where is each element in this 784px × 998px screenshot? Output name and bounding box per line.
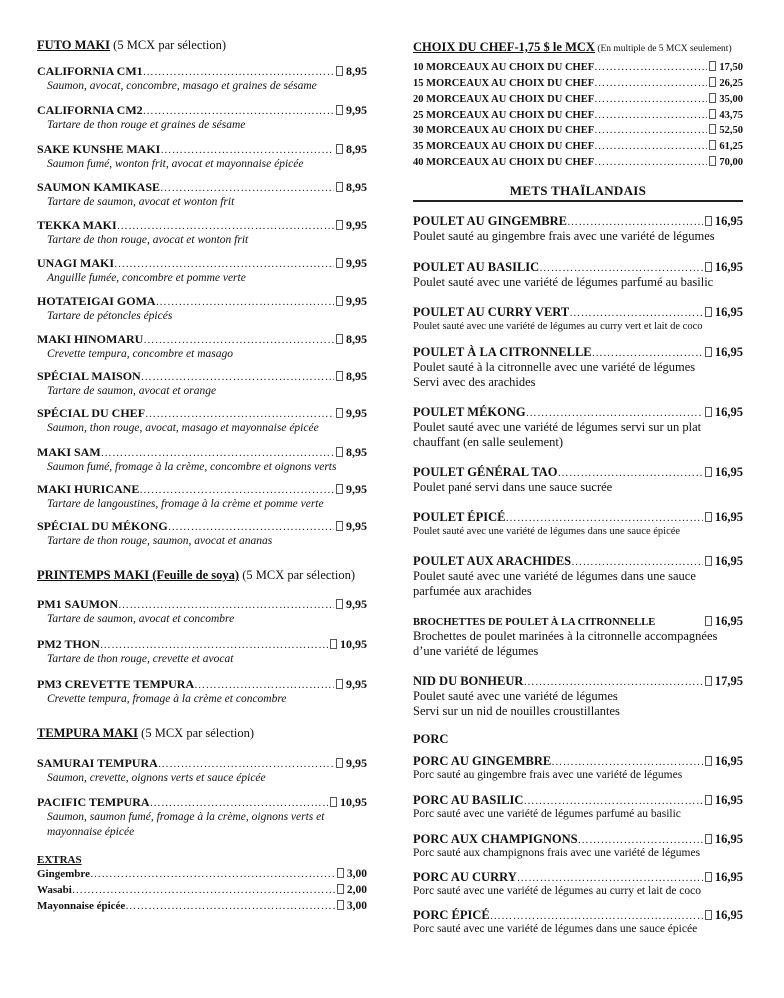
item-description: Tartare de thon rouge, saumon, avocat et ananas (47, 535, 273, 547)
item-price: 16,95 (714, 510, 743, 524)
chef-item (413, 77, 743, 89)
item-name: 30 MORCEAUX AU CHOIX DU CHEF (413, 125, 595, 136)
item-price: 8,95 (346, 142, 367, 156)
section-divider (413, 200, 743, 202)
futo-maki-heading (37, 38, 367, 53)
menu-item (413, 674, 743, 719)
item-price: 16,95 (714, 465, 743, 479)
item-price: 61,25 (719, 141, 743, 152)
item-name: 10 MORCEAUX AU CHOIX DU CHEF (413, 62, 595, 73)
item-name: Wasabi (37, 884, 72, 896)
item-description: Saumon, avocat, concombre, masago et graines de sésame (47, 80, 317, 92)
item-name: SPÉCIAL DU MÉKONG (37, 519, 168, 533)
chef-item (413, 61, 743, 73)
chef-item (413, 109, 743, 121)
item-price: 35,00 (719, 94, 743, 105)
item-name: 40 MORCEAUX AU CHOIX DU CHEF (413, 157, 595, 168)
item-price: 52,50 (719, 125, 743, 136)
item-price: 9,95 (346, 256, 367, 270)
menu-item (37, 103, 367, 133)
item-description: Anguille fumée, concombre et pomme verte (47, 272, 246, 284)
menu-item (413, 832, 743, 860)
item-description: Porc sauté avec une variété de légumes dans une sauce épicée (413, 923, 698, 935)
item-description-2: chauffant (en salle seulement) (413, 435, 564, 449)
item-price: 2,00 (346, 884, 367, 896)
chef-item (413, 140, 743, 152)
menu-item (413, 214, 743, 244)
item-description: Poulet sauté avec une variété de légumes dans une sauce épicée (413, 526, 681, 537)
item-price: 16,95 (714, 214, 743, 228)
item-name: CALIFORNIA CM2 (37, 103, 143, 117)
item-price: 9,95 (346, 756, 367, 770)
item-description: Poulet sauté avec une variété de légumes parfumé au basilic (413, 275, 714, 289)
item-price: 9,95 (346, 218, 367, 232)
menu-item (413, 405, 743, 450)
menu-item (37, 795, 367, 840)
extra-item (37, 884, 367, 896)
item-name: PORC AU GINGEMBRE (413, 754, 552, 768)
menu-item (37, 637, 367, 667)
item-name: 20 MORCEAUX AU CHOIX DU CHEF (413, 94, 595, 105)
item-name: PM3 CREVETTE TEMPURA (37, 677, 195, 691)
section-note: (5 MCX par sélection) (239, 568, 356, 582)
item-price: 9,95 (346, 294, 367, 308)
item-price: 26,25 (719, 78, 743, 89)
chef-choice-heading (413, 40, 743, 55)
item-name: POULET GÉNÉRAL TAO (413, 465, 558, 479)
item-description: Porc sauté au gingembre frais avec une variété de légumes (413, 769, 683, 781)
item-name: SPÉCIAL MAISON (37, 369, 141, 383)
item-name: 35 MORCEAUX AU CHOIX DU CHEF (413, 141, 595, 152)
item-name: PACIFIC TEMPURA (37, 795, 150, 809)
menu-item (37, 294, 367, 324)
item-name: SAKE KUNSHE MAKI (37, 142, 161, 156)
item-description: Poulet sauté avec une variété de légumes (413, 689, 618, 703)
menu-item (37, 756, 367, 786)
menu-item (37, 482, 367, 512)
item-name: UNAGI MAKI (37, 256, 114, 270)
menu-item (413, 305, 743, 333)
menu-item (413, 754, 743, 782)
item-description: Brochettes de poulet marinées à la citronnelle accompagnées (413, 629, 718, 643)
item-name: POULET AU CURRY VERT (413, 305, 570, 319)
item-description: Tartare de thon rouge et graines de sésame (47, 119, 246, 131)
item-price: 8,95 (346, 180, 367, 194)
extra-item (37, 900, 367, 912)
item-description-2: Servi sur un nid de nouilles croustillantes (413, 704, 620, 718)
item-name: NID DU BONHEUR (413, 674, 524, 688)
item-price: 17,50 (719, 62, 743, 73)
item-description: Saumon fumé, fromage à la crème, concombre et oignons verts (47, 461, 337, 473)
menu-item (37, 445, 367, 475)
section-title: CHOIX DU CHEF-1,75 $ le MCX (413, 40, 595, 54)
item-name: POULET À LA CITRONNELLE (413, 345, 592, 359)
menu-item (413, 510, 743, 538)
item-price: 9,95 (346, 597, 367, 611)
menu-item (37, 519, 367, 549)
item-price: 3,00 (346, 868, 367, 880)
item-name: POULET AU BASILIC (413, 260, 540, 274)
item-description: Saumon, saumon fumé, fromage à la crème, oignons verts et mayonnaise épicée (47, 811, 325, 838)
item-price: 8,95 (346, 64, 367, 78)
item-price: 16,95 (714, 405, 743, 419)
item-description: Saumon, crevette, oignons verts et sauce épicée (47, 772, 266, 784)
item-description-2: parfumée aux arachides (413, 584, 532, 598)
menu-item (37, 332, 367, 362)
item-price: 8,95 (346, 332, 367, 346)
item-description: Poulet sauté avec une variété de légumes servi sur un plat (413, 420, 702, 434)
item-description: Poulet pané servi dans une sauce sucrée (413, 480, 613, 494)
chef-item (413, 124, 743, 136)
chef-item (413, 93, 743, 105)
item-name: SAUMON KAMIKASE (37, 180, 161, 194)
item-price: 16,95 (714, 614, 743, 628)
item-price: 16,95 (714, 554, 743, 568)
item-name: HOTATEIGAI GOMA (37, 294, 156, 308)
item-description: Poulet sauté à la citronnelle avec une variété de légumes (413, 360, 696, 374)
menu-item (413, 908, 743, 936)
item-name: PORC AU BASILIC (413, 793, 524, 807)
item-description-2: Servi avec des arachides (413, 375, 536, 389)
section-note: (5 MCX par sélection) (138, 726, 254, 740)
section-title: FUTO MAKI (37, 38, 111, 52)
menu-item (413, 465, 743, 495)
item-price: 9,95 (346, 519, 367, 533)
item-name: MAKI HURICANE (37, 482, 140, 496)
item-name: MAKI SAM (37, 445, 101, 459)
item-price: 16,95 (714, 870, 743, 884)
menu-item (37, 142, 367, 172)
item-description: Poulet sauté avec une variété de légumes au curry vert et lait de coco (413, 321, 703, 332)
menu-item (37, 369, 367, 399)
menu-item (413, 554, 743, 599)
item-price: 70,00 (719, 157, 743, 168)
item-price: 10,95 (340, 795, 367, 809)
item-price: 9,95 (346, 677, 367, 691)
item-description: Poulet sauté au gingembre frais avec une variété de légumes (413, 229, 715, 243)
item-description: Tartare de saumon, avocat et orange (47, 385, 217, 397)
item-description: Tartare de thon rouge, crevette et avocat (47, 653, 234, 665)
menu-item (413, 614, 743, 659)
item-description: Tartare de thon rouge, avocat et wonton frit (47, 234, 249, 246)
item-price: 17,95 (714, 674, 743, 688)
item-price: 9,95 (346, 103, 367, 117)
item-price: 16,95 (714, 305, 743, 319)
section-note: (En multiple de 5 MCX seulement) (594, 44, 732, 54)
item-name: 15 MORCEAUX AU CHOIX DU CHEF (413, 78, 595, 89)
item-name: BROCHETTES DE POULET À LA CITRONNELLE (413, 617, 656, 628)
item-description: Tartare de pétoncles épicés (47, 310, 173, 322)
item-price: 16,95 (714, 754, 743, 768)
extras-heading: EXTRAS (37, 854, 82, 866)
item-price: 16,95 (714, 832, 743, 846)
item-name: TEKKA MAKI (37, 218, 117, 232)
item-name: SPÉCIAL DU CHEF (37, 406, 146, 420)
item-description: Saumon, thon rouge, avocat, masago et mayonnaise épicée (47, 422, 319, 434)
item-name: POULET AU GINGEMBRE (413, 214, 567, 228)
item-name: Gingembre (37, 868, 90, 880)
menu-item (413, 260, 743, 290)
item-name: Mayonnaise épicée (37, 900, 126, 912)
item-name: POULET ÉPICÉ (413, 510, 506, 524)
tempura-maki-heading (37, 726, 367, 741)
chef-item (413, 156, 743, 168)
item-price: 16,95 (714, 345, 743, 359)
item-name: MAKI HINOMARU (37, 332, 144, 346)
section-note: (5 MCX par sélection) (110, 38, 226, 52)
menu-item (413, 345, 743, 390)
item-name: PM1 SAUMON (37, 597, 118, 611)
item-description: Porc sauté aux champignons frais avec une variété de légumes (413, 847, 701, 859)
item-price: 10,95 (340, 637, 367, 651)
item-description: Porc sauté avec une variété de légumes parfumé au basilic (413, 808, 681, 820)
item-price: 3,00 (346, 900, 367, 912)
item-description: Tartare de saumon, avocat et wonton frit (47, 196, 235, 208)
menu-item (37, 64, 367, 94)
item-price: 8,95 (346, 445, 367, 459)
item-name: PORC AU CURRY (413, 870, 517, 884)
extra-item (37, 868, 367, 880)
item-price: 16,95 (714, 908, 743, 922)
menu-item (37, 180, 367, 210)
menu-item (37, 406, 367, 436)
printemps-maki-heading (37, 568, 367, 583)
item-price: 16,95 (714, 793, 743, 807)
item-description: Tartare de langoustines, fromage à la crème et pomme verte (47, 498, 324, 510)
item-name: PM2 THON (37, 637, 100, 651)
item-description: Saumon fumé, wonton frit, avocat et mayonnaise épicée (47, 158, 304, 170)
item-price: 9,95 (346, 406, 367, 420)
menu-item (413, 793, 743, 821)
item-description: Poulet sauté avec une variété de légumes dans une sauce (413, 569, 696, 583)
section-title: TEMPURA MAKI (37, 726, 139, 740)
menu-item (37, 677, 367, 707)
thai-dishes-heading: METS THAÏLANDAIS (509, 183, 647, 198)
menu-item (37, 256, 367, 286)
item-price: 9,95 (346, 482, 367, 496)
item-description-2: d’une variété de légumes (413, 644, 539, 658)
item-name: PORC ÉPICÉ (413, 908, 490, 922)
item-price: 43,75 (719, 110, 743, 121)
item-description: Tartare de saumon, avocat et concombre (47, 613, 235, 625)
menu-item (37, 597, 367, 627)
item-description: Crevette tempura, fromage à la crème et concombre (47, 693, 287, 705)
item-name: POULET AUX ARACHIDES (413, 554, 572, 568)
menu-item (37, 218, 367, 248)
item-name: 25 MORCEAUX AU CHOIX DU CHEF (413, 110, 595, 121)
item-name: POULET MÉKONG (413, 405, 526, 419)
item-name: SAMURAI TEMPURA (37, 756, 158, 770)
item-price: 16,95 (714, 260, 743, 274)
item-description: Crevette tempura, concombre et masago (47, 348, 233, 360)
section-title: PRINTEMPS MAKI (Feuille de soya) (37, 568, 240, 582)
item-description: Porc sauté avec une variété de légumes au curry et lait de coco (413, 885, 702, 897)
menu-item (413, 870, 743, 898)
item-name: CALIFORNIA CM1 (37, 64, 143, 78)
item-name: PORC AUX CHAMPIGNONS (413, 832, 578, 846)
item-price: 8,95 (346, 369, 367, 383)
porc-heading: PORC (413, 732, 449, 746)
